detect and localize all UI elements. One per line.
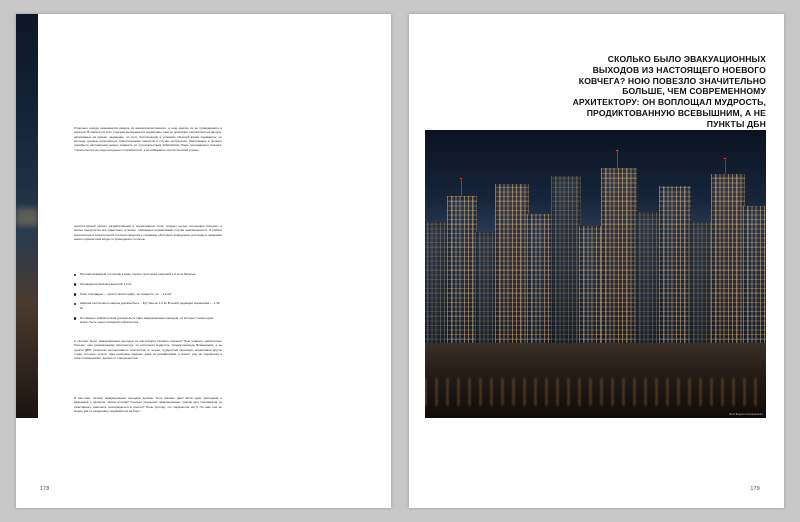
page-number-right: 179 [750, 486, 760, 492]
building-block [601, 168, 637, 372]
cityscape-photograph [425, 130, 766, 418]
photo-credit: Фото Бориса Солтановского [729, 413, 763, 416]
pull-quote-headline: СКОЛЬКО БЫЛО ЭВАКУАЦИОННЫХ ВЫХОДОВ ИЗ НАСТОЯЩЕГО НОЕВОГО КОВЧЕГА? НОЮ ПОВЕЗЛО ЗНАЧИТЕЛЬНО БОЛЬШЕ, ЧЕМ СОВРЕМЕННОМУ АРХИТЕКТОРУ: ОН ВОПЛОЩАЛ МУДРОСТЬ, ПРОДИКТОВАННУЮ ВСЕВЫШНИМ, А НЕ ПУНКТЫ ДБН [572, 54, 766, 129]
paragraph-1: Отдельно иногда оказывается каждое из вышеперечисленного, а еще многие из не приведенного в перечне! В памяти об этих отрезках выплывается нормативы, нам не приемлют наложиться на авторы, написанные на кровях, задающие, по сути, беспокоящие в условиях обычной жизни параметры, но которые должны наполняться спасительными смыслом в случае экстренном. Реализацию в проекте подобного наставления можно сравнить со строительством библейским Ноем легендарного Ковчега: строительство не ради насущных потребностей, а во избежание гипотетической угрозы. [74, 126, 222, 152]
list-item: Из каждого сейсмоотсека должна быть пара эвакуационных выходов, из которых только один может быть через соседний сейсмоотсек... [74, 316, 222, 325]
list-item: Противопожарный отступник в виде глухого простенка шириной 1,2 м на балконе. [74, 272, 222, 276]
paragraph-2: Архитектурный проект, разработанный в нормативном поле, создает целую коллекцию больших и малых ковчегов на все известных, а значит, описанных нормативами случаи невозможности. И работа архитектора в значительной степени сводится к созданию «беточных коридоров» для воды в ожидании нового пришествия когда-то пришедшего потопов. [74, 224, 222, 241]
left-page [16, 14, 391, 508]
rooftop-antenna [725, 160, 726, 174]
right-page [409, 14, 784, 508]
street-lights [425, 378, 766, 407]
list-item: Окно площадью — просто магия цифр, не поверите, но... 1,2 м²! [74, 292, 222, 296]
requirements-bullet-list [74, 272, 222, 330]
body-column-third [74, 339, 222, 366]
paragraph-3: А сколько было эвакуационных выходов из настоящего Ноевого ковчега? Ною повезло значительно больше, чем современному архитектору: он воплощал мудрость, продиктованную Всевышним, а не пункты ДБН, результат коллективного творчества, а точнее, трудностей перевода, нормативов других стран, которые, кстати, тоже написаны людьми, даже не дизайнерами, а значит, уму, не ходившему в себе положениями, далеко от совершенства. [74, 339, 222, 361]
paragraph-4: И все-таки, почему эвакуационных выходов должны быть именно два? Если один пригодный и надежный с запасом, зачем второй? Сколько реальных эвакуационных трапов для пассажиров из реактивного самолета, находящегося в полете? Ноль (потому что парашютов нет)? Но нам тем не менее как-то разрешают подниматься на борт! [74, 396, 222, 413]
list-item: Ограждении балкона высотой 1,2 м! [74, 282, 222, 286]
body-column-first [74, 126, 222, 157]
list-item: Ширина лестничного марша должна быть... Фу! Уже не 1,2 м! В новой редакции норматива — 1,35 м! [74, 301, 222, 310]
body-column-second [74, 224, 222, 247]
body-column-fourth [74, 396, 222, 419]
rooftop-antenna [617, 150, 618, 168]
left-edge-photo-bleed [16, 14, 38, 418]
rooftop-antenna [461, 180, 462, 196]
page-number-left: 178 [40, 486, 50, 492]
